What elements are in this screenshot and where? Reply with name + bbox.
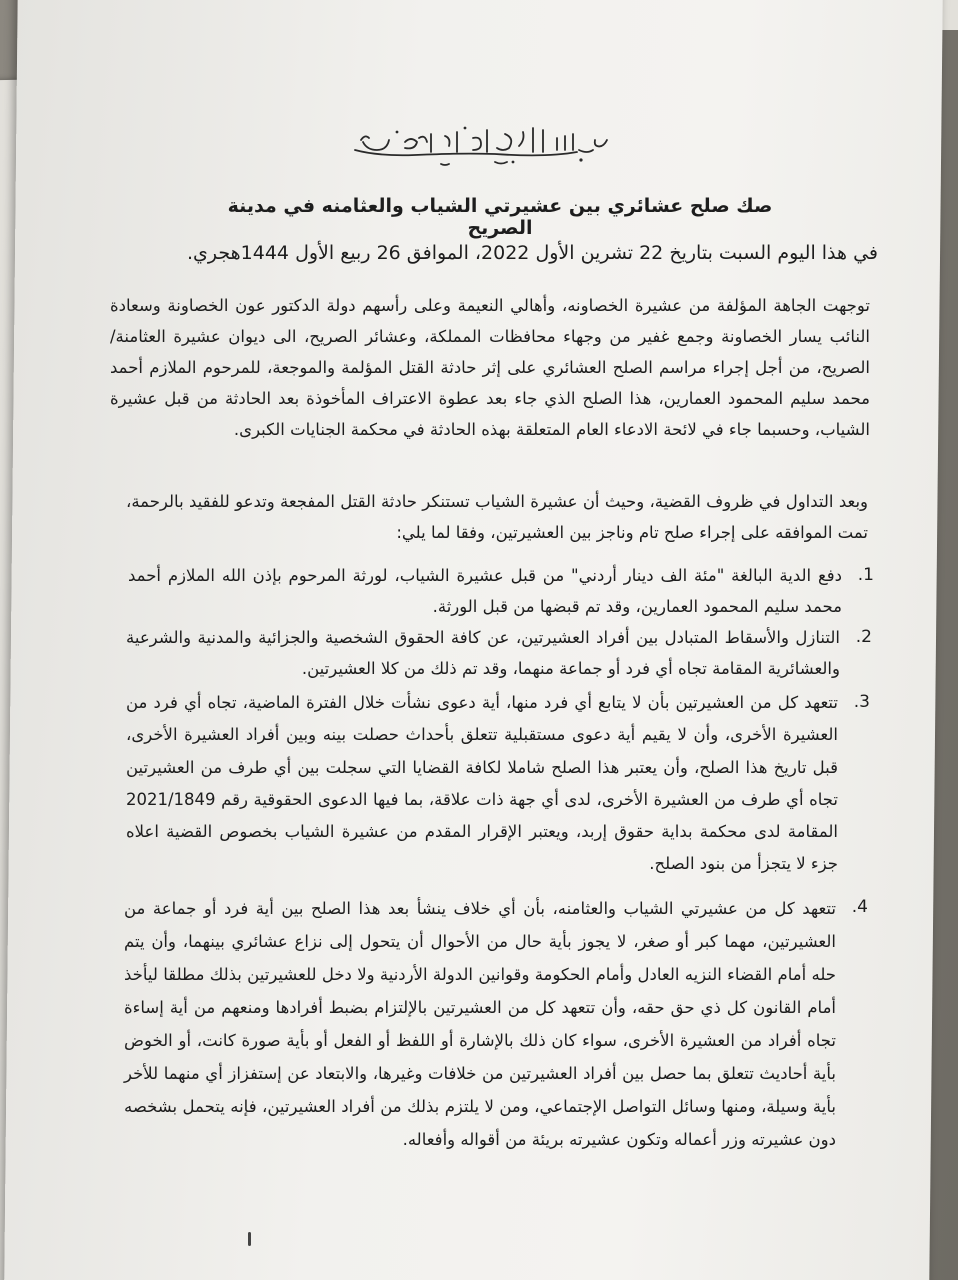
list-item-number: 4. [851, 897, 868, 917]
list-item [126, 622, 872, 684]
list-item-text: التنازل والأسقاط المتبادل بين أفراد العشيرتين، عن كافة الحقوق الشخصية والجزائية والمدنية والشرعية والعشائرية المقامة تجاه أي فرد أو جماعة منهما، وقد تم ذلك من كلا العشيرتين. [126, 628, 840, 678]
list-item [128, 560, 874, 622]
list-item-text: تتعهد كل من العشيرتين بأن لا يتابع أي فرد منها، أية دعوى نشأت خلال الفترة الماضية، تجاه أي فرد من العشيرة الأخرى، وأن لا يقيم أية دعوى مستقبلية تتعلق بأحداث حصلت بينه وبين أفراد العشيرة الأخرى، قبل تاريخ هذا الصلح، وأن يعتبر هذا الصلح شاملا لكافة القضايا التي سجلت بين أي طرف من العشيرتين تجاه أي طرف من العشيرة الأخرى، لدى أي جهة ذات علاقة، بما فيها الدعوى الحقوقية رقم 2021/1849 المقامة لدى محكمة بداية حقوق إربد، ويعتبر الإقرار المقدم من عشيرة الشياب بخصوص القضية اعلاه جزء لا يتجزأ من بنود الصلح. [126, 693, 838, 874]
list-item-text: دفع الدية البالغة "مئة الف دينار أردني" من قبل عشيرة الشياب، لورثة المرحوم بإذن الله الملازم أحمد محمد سليم المحمود العمارين، وقد تم قبضها من قبل الورثة. [128, 566, 842, 616]
document-title: صك صلح عشائري بين عشيرتي الشياب والعثامنه في مدينة الصريح [227, 195, 773, 239]
list-item-number: 3. [853, 692, 870, 712]
list-item [124, 892, 868, 1156]
basmala-calligraphy [345, 120, 615, 170]
list-item-number: 2. [855, 627, 872, 647]
deliberation-paragraph: وبعد التداول في ظروف القضية، وحيث أن عشيرة الشياب تستنكر حادثة القتل المفجعة وتدعو للفقيد بالرحمة، تمت الموافقه على إجراء صلح تام وناجز بين العشيرتين، وفقا لما يلي: [126, 492, 868, 542]
list-item-text: تتعهد كل من عشيرتي الشياب والعثامنه، بأن أي خلاف ينشأ بعد هذا الصلح بين أية فرد أو جماعة من العشيرتين، مهما كبر أو صغر، لا يجوز بأية حال من الأحوال أن يتحول إلى نزاع عشائري بينهما، وأن يتم حله أمام القضاء النزيه العادل وأمام الحكومة وقوانين الدولة الأردنية ولا دخل للعشيرتين بذلك مطلقا ليأخذ أمام القانون كل ذي حق حقه، وأن تتعهد كل من العشيرتين بالإلتزام بضبط أفرادها ومنعهم من أية إساءة تجاه أفراد من العشيرة الأخرى، سواء كان ذلك بالإشارة أو اللفظ أو الفعل أو بأية صورة كانت، أو الخوض بأية أحاديث تتعلق بما حصل بين أفراد العشيرتين من خلافات وغيرها، والابتعاد عن إستفزاز أي منهما للأخر بأية وسيلة، ومنها وسائل التواصل الإجتماعي، ومن لا يلتزم بذلك من أفراد العشيرتين، فإنه يتحمل بشخصه دون عشيرته وزر أعماله وتكون عشيرته بريئة من أقواله وأفعاله. [124, 899, 836, 1149]
date-line: في هذا اليوم السبت بتاريخ 22 تشرين الأول 2022، الموافق 26 ربيع الأول 1444هجري. [186, 242, 878, 264]
list-item-number: 1. [857, 565, 874, 585]
list-item [126, 687, 870, 881]
ink-mark [248, 1232, 251, 1246]
intro-paragraph: توجهت الجاهة المؤلفة من عشيرة الخصاونه، وأهالي النعيمة وعلى رأسهم دولة الدكتور عون الخصاونة وسعادة النائب يسار الخصاونة وجمع غفير من وجهاء محافظات المملكة، وعشائر الصريح، الى ديوان عشيرة العثامنة/ الصريح، من أجل إجراء مراسم الصلح العشائري على إثر حادثة القتل المؤلمة والموجعة، للمرحوم الملازم أحمد محمد سليم المحمود العمارين، هذا الصلح الذي جاء بعد عطوة الاعتراف المأخوذة بعد الحادثة من قبل عشيرة الشياب، وحسبما جاء في لائحة الادعاء العام المتعلقة بهذه الحادثة في محكمة الجنايات الكبرى. [110, 296, 870, 439]
